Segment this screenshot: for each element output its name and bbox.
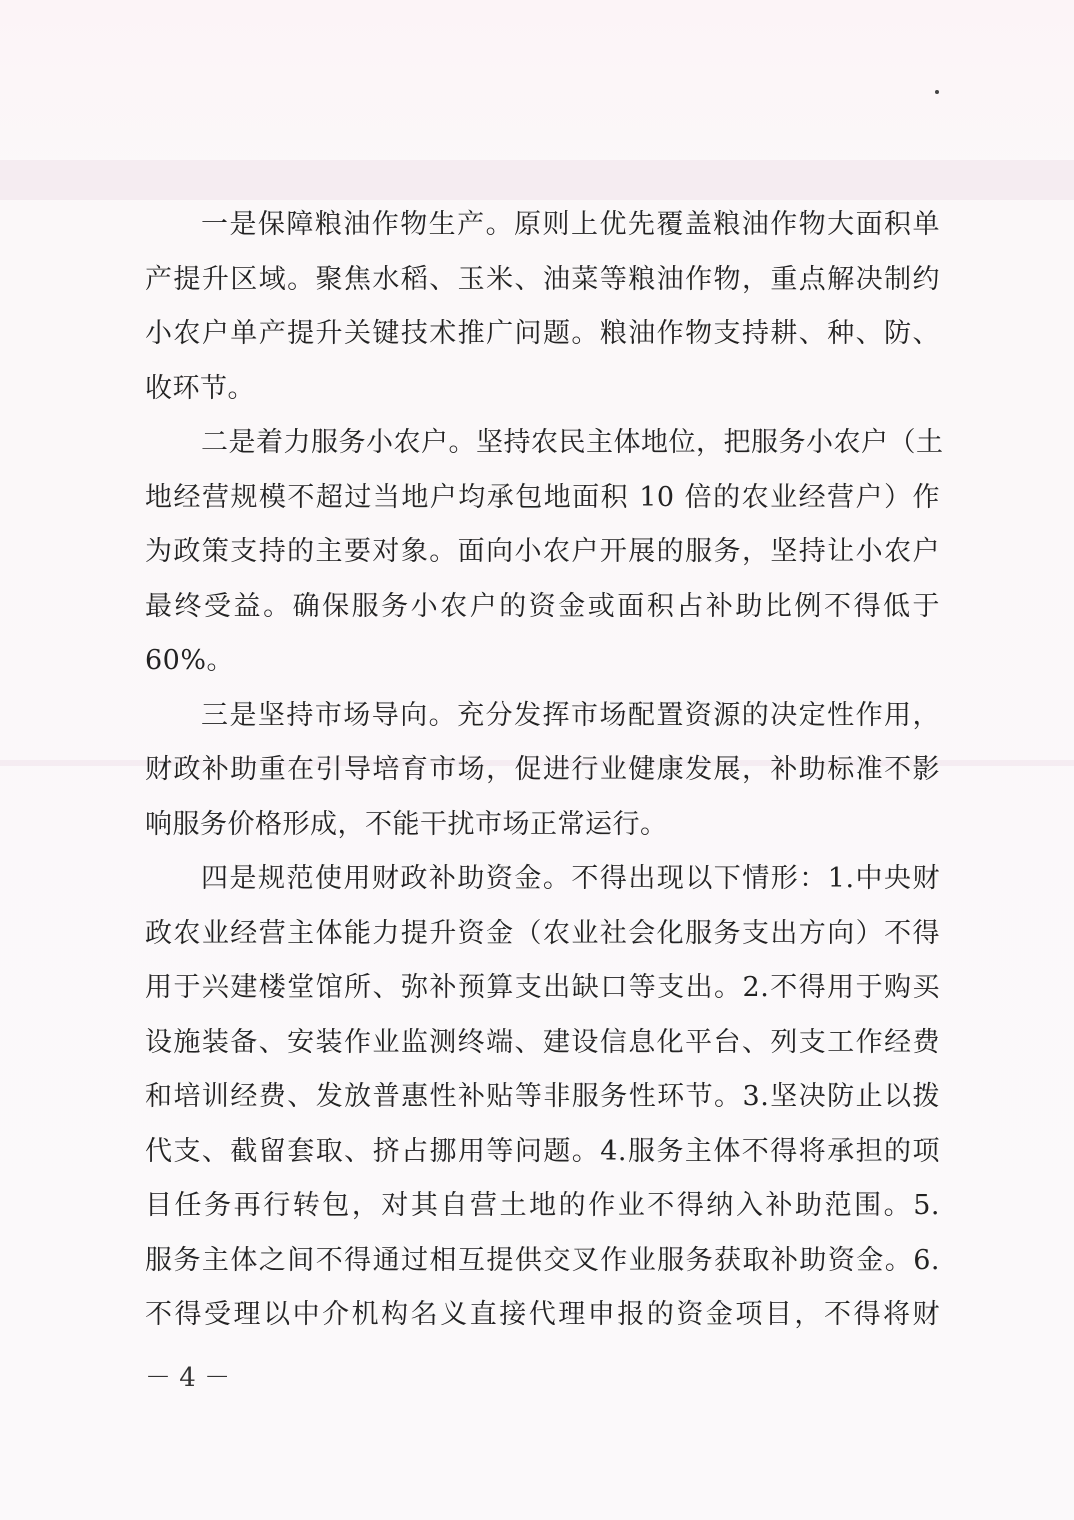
scan-speck — [935, 90, 939, 94]
body-text — [145, 198, 944, 1343]
paragraph-line: 一是保障粮油作物生产。原则上优先覆盖粮油作物大面积单 — [201, 209, 940, 240]
paragraph-line: 用于兴建楼堂馆所、弥补预算支出缺口等支出。2.不得用于购买 — [145, 972, 940, 1003]
paragraph-line: 响服务价格形成，不能干扰市场正常运行。 — [145, 808, 668, 840]
paragraph-line: 代支、截留套取、挤占挪用等问题。4.服务主体不得将承担的项 — [145, 1135, 940, 1167]
paragraph-line: 目任务再行转包，对其自营土地的作业不得纳入补助范围。5. — [145, 1190, 940, 1221]
paragraph-line: 不得受理以中介机构名义直接代理申报的资金项目，不得将财 — [145, 1299, 940, 1330]
paragraph-line: 四是规范使用财政补助资金。不得出现以下情形：1.中央财 — [201, 863, 940, 894]
paragraph-line: 三是坚持市场导向。充分发挥市场配置资源的决定性作用， — [201, 699, 940, 731]
paragraph-line: 设施装备、安装作业监测终端、建设信息化平台、列支工作经费 — [145, 1026, 940, 1058]
paragraph-line: 最终受益。确保服务小农户的资金或面积占补助比例不得低于 — [145, 590, 940, 622]
paragraph-line: 二是着力服务小农户。坚持农民主体地位，把服务小农户（土 — [201, 427, 944, 458]
paragraph-line: 地经营规模不超过当地户均承包地面积 10 倍的农业经营户）作 — [145, 481, 940, 513]
paragraph-line: 小农户单产提升关键技术推广问题。粮油作物支持耕、种、防、 — [145, 318, 940, 349]
paragraph-line: 政农业经营主体能力提升资金（农业社会化服务支出方向）不得 — [145, 917, 940, 949]
paragraph-line: 服务主体之间不得通过相互提供交叉作业服务获取补助资金。6. — [145, 1244, 940, 1276]
paragraph-line: 为政策支持的主要对象。面向小农户开展的服务，坚持让小农户 — [145, 536, 940, 567]
paragraph-line: 60%。 — [145, 645, 235, 676]
show-through-band — [0, 160, 1074, 200]
page-number: － 4 － — [145, 1363, 231, 1393]
paragraph-line: 收环节。 — [145, 372, 255, 404]
paragraph-line: 和培训经费、发放普惠性补贴等非服务性环节。3.坚决防止以拨 — [145, 1081, 940, 1112]
paragraph-line: 产提升区域。聚焦水稻、玉米、油菜等粮油作物，重点解决制约 — [145, 263, 940, 295]
paragraph-line: 财政补助重在引导培育市场，促进行业健康发展，补助标准不影 — [145, 754, 940, 785]
